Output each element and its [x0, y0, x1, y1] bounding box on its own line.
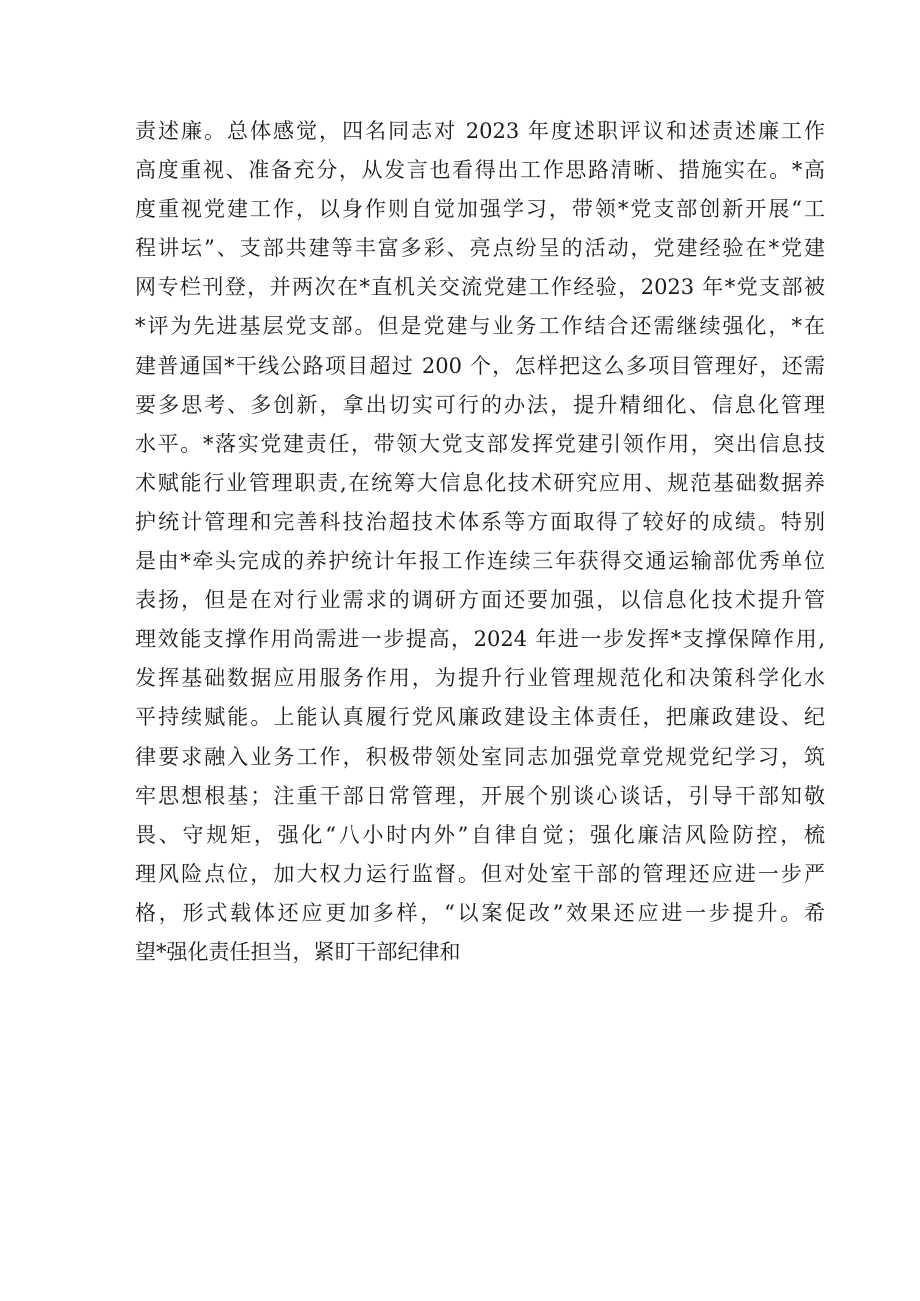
text-line: 表扬，但是在对行业需求的调研方面还要加强，以信息化技术提升管: [135, 588, 825, 613]
text-line: 发挥基础数据应用服务作用，为提升行业管理规范化和决策科学化水: [135, 666, 825, 691]
text-line: 牢思想根基；注重干部日常管理，开展个别谈心谈话，引导干部知敬: [135, 783, 825, 808]
text-line: 畏、守规矩，强化“八小时内外”自律自觉；强化廉洁风险防控，梳: [135, 822, 825, 847]
text-line: 度重视党建工作，以身作则自觉加强学习，带领*党支部创新开展“工: [135, 197, 825, 222]
text-line: 要多思考、多创新，拿出切实可行的办法，提升精细化、信息化管理: [135, 392, 825, 417]
body-text: [135, 112, 825, 972]
text-line: 高度重视、准备充分，从发言也看得出工作思路清晰、措施实在。*高: [135, 158, 825, 183]
text-line: 理风险点位，加大权力运行监督。但对处室干部的管理还应进一步严: [135, 861, 825, 886]
text-line: 术赋能行业管理职责,在统筹大信息化技术研究应用、规范基础数据养: [135, 470, 825, 495]
text-line: 水平。*落实党建责任，带领大党支部发挥党建引领作用，突出信息技: [135, 431, 825, 456]
text-line: 责述廉。总体感觉，四名同志对 2023 年度述职评议和述责述廉工作: [135, 119, 825, 143]
text-line: 律要求融入业务工作，积极带领处室同志加强党章党规党纪学习，筑: [135, 744, 825, 769]
text-line: 是由*牵头完成的养护统计年报工作连续三年获得交通运输部优秀单位: [135, 549, 825, 574]
text-line: 格，形式载体还应更加多样，“以案促改”效果还应进一步提升。希: [135, 900, 825, 925]
text-line: 望*强化责任担当，紧盯干部纪律和: [135, 939, 461, 964]
text-line: 网专栏刊登，并两次在*直机关交流党建工作经验，2023 年*党支部被: [135, 275, 825, 300]
text-line: 理效能支撑作用尚需进一步提高，2024 年进一步发挥*支撑保障作用,: [135, 627, 825, 652]
text-line: 程讲坛”、支部共建等丰富多彩、亮点纷呈的活动，党建经验在*党建: [135, 236, 825, 261]
text-line: *评为先进基层党支部。但是党建与业务工作结合还需继续强化，*在: [135, 314, 825, 339]
text-line: 建普通国*干线公路项目超过 200 个，怎样把这么多项目管理好，还需: [135, 353, 825, 378]
text-line: 平持续赋能。上能认真履行党风廉政建设主体责任，把廉政建设、纪: [135, 705, 825, 730]
text-line: 护统计管理和完善科技治超技术体系等方面取得了较好的成绩。特别: [135, 509, 825, 534]
